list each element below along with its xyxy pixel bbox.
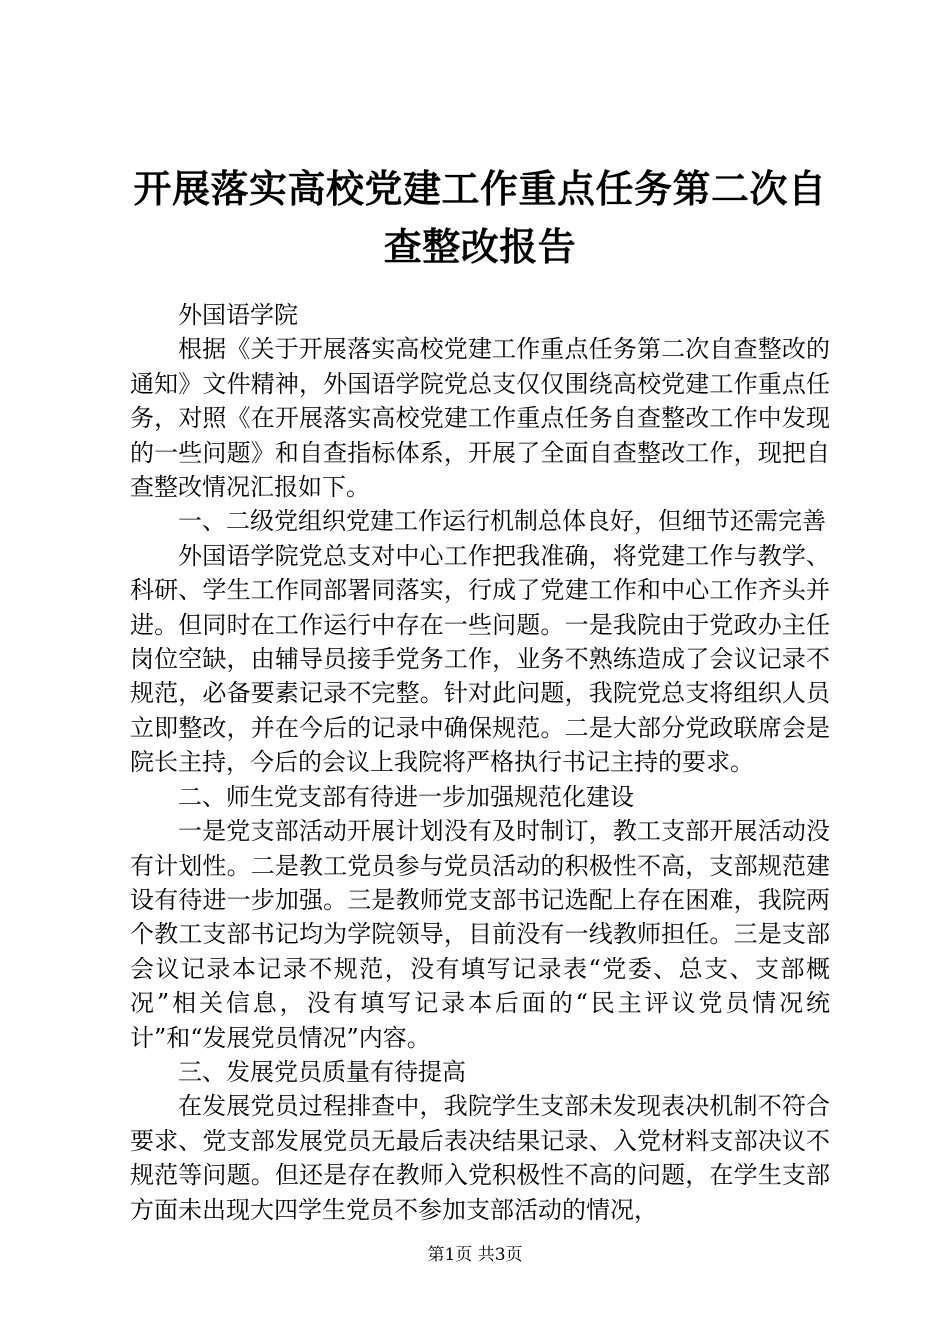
section-paragraph-1: 外国语学院党总支对中心工作把我准确，将党建工作与教学、科研、学生工作同部署同落实，行成了党建工作和中心工作齐头并进。但同时在工作运行中存在一些问题。一是我院由于党政办主任岗位空缺，由辅导员接手党务工作，业务不熟练造成了会议记录不规范，必备要素记录不完整。针对此问题，我院党总支将组织人员立即整改，并在今后的记录中确保规范。二是大部分党政联席会是院长主持，今后的会议上我院将严格执行书记主持的要求。 bbox=[130, 541, 830, 777]
department-line: 外国语学院 bbox=[178, 301, 298, 329]
section-heading-1: 一、二级党组织党建工作运行机制总体良好，但细节还需完善 bbox=[178, 507, 826, 536]
page-footer: 第1页 共3页 bbox=[427, 1245, 523, 1265]
section-paragraph-2: 一是党支部活动开展计划没有及时制订，教工支部开展活动没有计划性。二是教工党员参与党员活动的积极性不高，支部规范建设有待进一步加强。三是教师党支部书记选配上存在困难，我院两个教工支部书记均为学院领导，目前没有一线教师担任。三是支部会议记录本记录不规范，没有填写记录表“党委、总支、支部概况”相关信息，没有填写记录本后面的“民主评议党员情况统计”和“发展党员情况”内容。 bbox=[130, 817, 830, 1052]
section-heading-2: 二、师生党支部有待进一步加强规范化建设 bbox=[178, 782, 634, 811]
document-title: 开展落实高校党建工作重点任务第二次自查整改报告 bbox=[133, 166, 827, 269]
document-body bbox=[130, 298, 830, 1227]
section-paragraph-3: 在发展党员过程排查中，我院学生支部未发现表决机制不符合要求、党支部发展党员无最后表决结果记录、入党材料支部决议不规范等问题。但还是存在教师入党积极性不高的问题，在学生支部方面未出现大四学生党员不参加支部活动的情况， bbox=[130, 1092, 830, 1224]
intro-paragraph: 根据《关于开展落实高校党建工作重点任务第二次自查整改的通知》文件精神，外国语学院党总支仅仅围绕高校党建工作重点任务，对照《在开展落实高校党建工作重点任务自查整改工作中发现的一些问题》和自查指标体系，开展了全面自查整改工作，现把自查整改情况汇报如下。 bbox=[130, 335, 830, 502]
section-heading-3: 三、发展党员质量有待提高 bbox=[178, 1057, 466, 1086]
